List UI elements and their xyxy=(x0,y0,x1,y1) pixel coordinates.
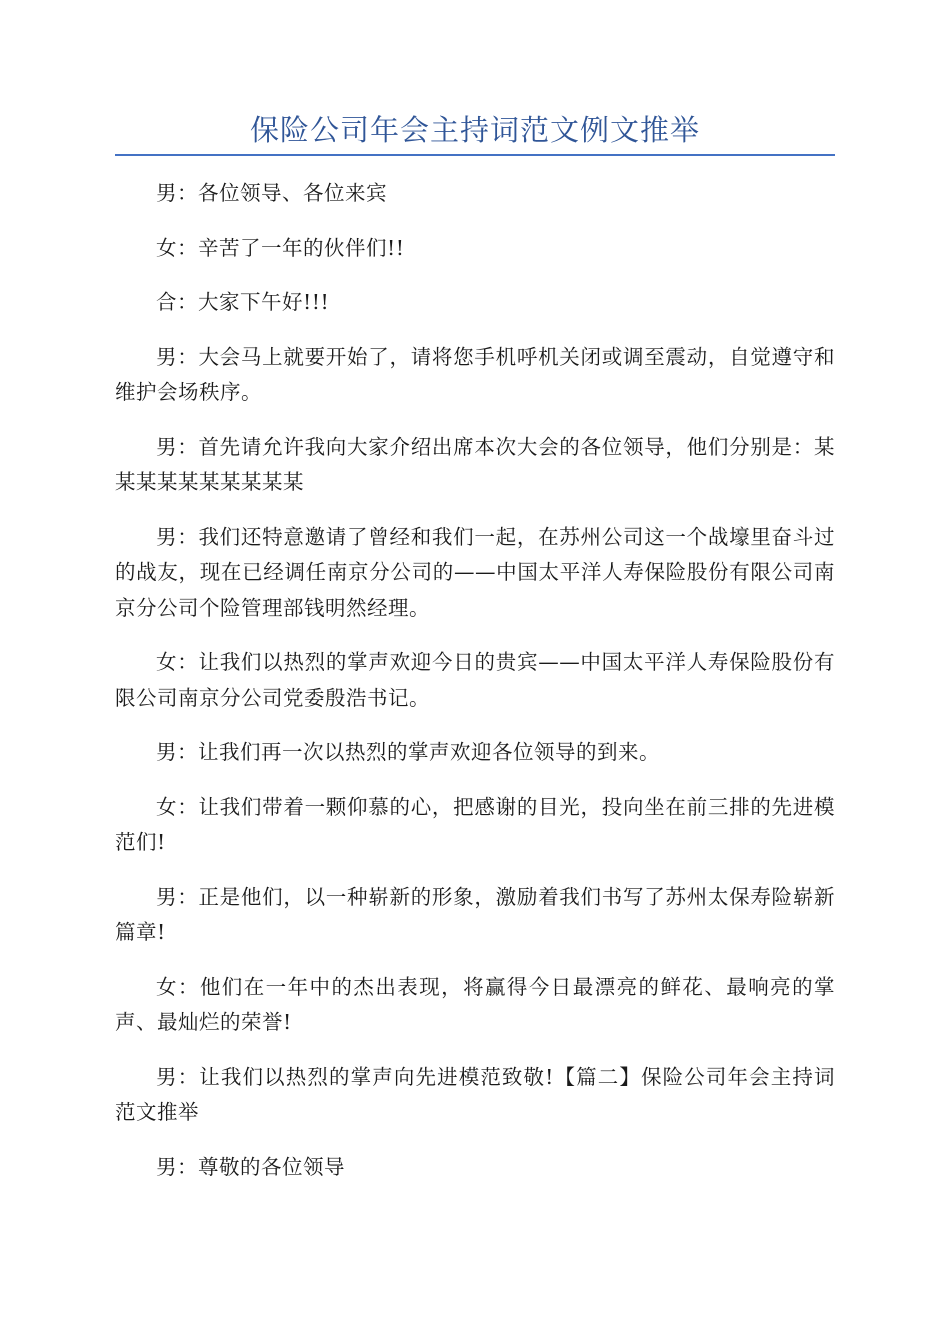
paragraph: 男：首先请允许我向大家介绍出席本次大会的各位领导，他们分别是：某某某某某某某某某某 xyxy=(115,434,835,494)
paragraph: 男：让我们以热烈的掌声向先进模范致敬!【篇二】保险公司年会主持词范文推举 xyxy=(115,1064,835,1124)
paragraph: 男：让我们再一次以热烈的掌声欢迎各位领导的到来。 xyxy=(156,740,660,764)
paragraph: 女：他们在一年中的杰出表现，将赢得今日最漂亮的鲜花、最响亮的掌声、最灿烂的荣誉! xyxy=(115,974,835,1034)
paragraph: 女：让我们带着一颗仰慕的心，把感谢的目光，投向坐在前三排的先进模范们! xyxy=(115,794,835,854)
paragraph: 女：让我们以热烈的掌声欢迎今日的贵宾——中国太平洋人寿保险股份有限公司南京分公司党委殷浩书记。 xyxy=(115,650,835,710)
paragraph: 男：大会马上就要开始了，请将您手机呼机关闭或调至震动，自觉遵守和维护会场秩序。 xyxy=(115,344,835,404)
paragraph: 男：正是他们，以一种崭新的形象，激励着我们书写了苏州太保寿险崭新篇章! xyxy=(115,884,835,944)
paragraph: 男：各位领导、各位来宾 xyxy=(156,181,387,205)
paragraph: 合：大家下午好!!! xyxy=(156,290,330,314)
paragraph: 男：我们还特意邀请了曾经和我们一起，在苏州公司这一个战壕里奋斗过的战友，现在已经调任南京分公司的——中国太平洋人寿保险股份有限公司南京分公司个险管理部钱明然经理。 xyxy=(115,524,835,620)
document-title: 保险公司年会主持词范文例文推举 xyxy=(249,113,700,147)
title-underline xyxy=(115,154,835,156)
paragraph: 男：尊敬的各位领导 xyxy=(156,1154,345,1179)
paragraph: 女：辛苦了一年的伙伴们!! xyxy=(156,235,405,260)
document-body xyxy=(115,176,835,1204)
